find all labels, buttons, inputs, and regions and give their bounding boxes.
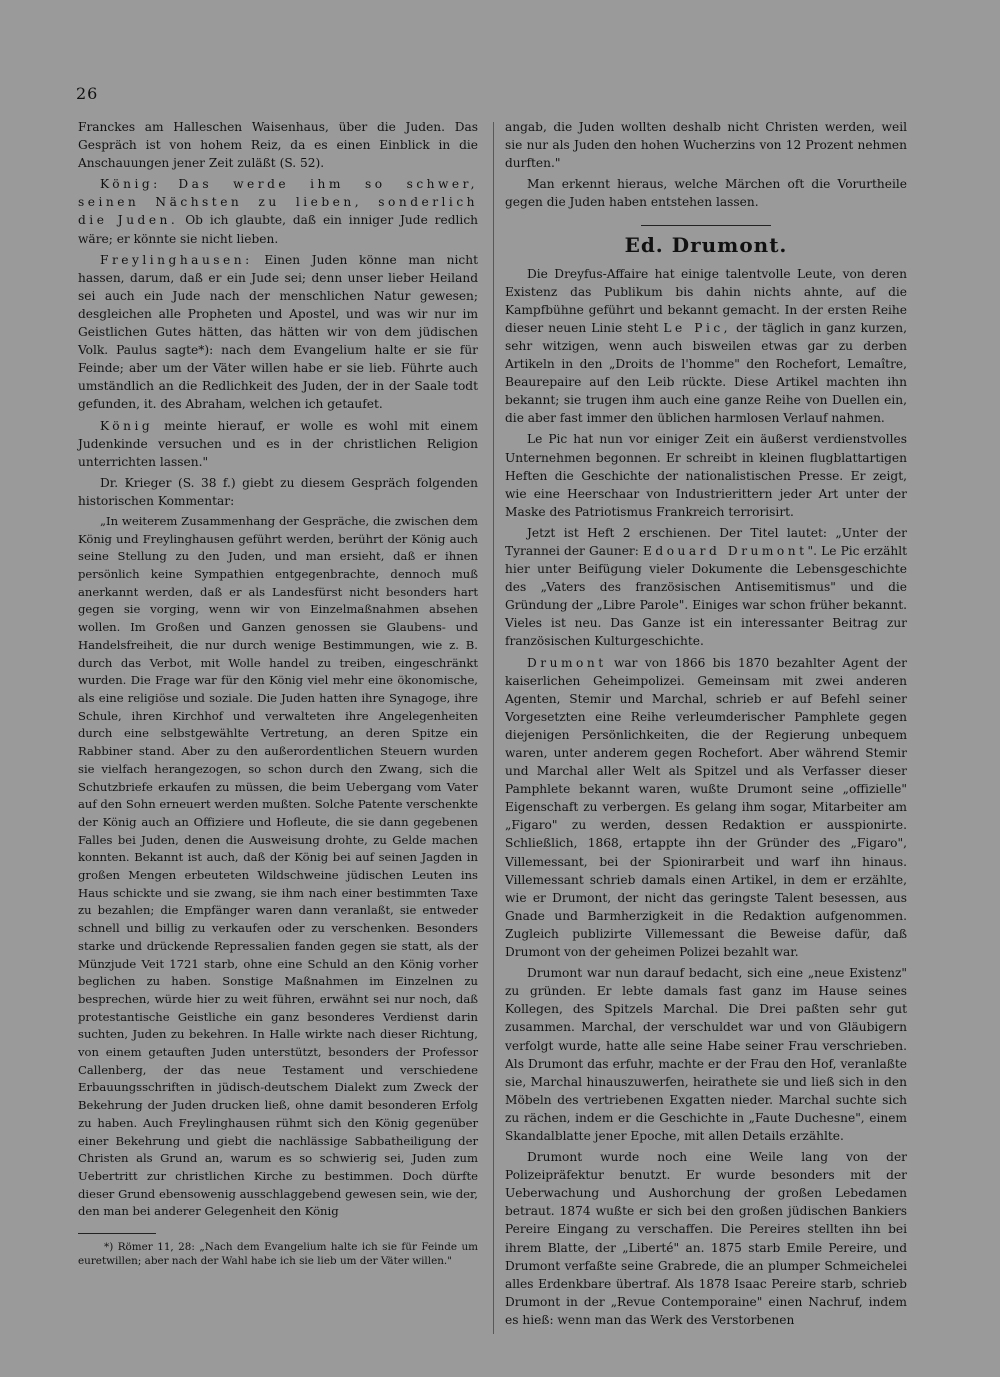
section-heading: Ed. Drumont. <box>624 233 788 258</box>
person-name: Edouard Drumont <box>643 543 808 558</box>
footnote-text: *) Römer 11, 28: „Nach dem Evangelium halte ich sie für Feinde um euretwillen; aber nach der Wahl habe ich sie lieb um der Väter willen." <box>78 1241 478 1268</box>
paragraph-text: Ob ich glaubte, daß ein inniger Jude redlich wäre; er könnte sie nicht lieben. <box>78 213 478 246</box>
paragraph: angab, die Juden wollten deshalb nicht Christen werden, weil sie nur als Juden den hohen Wucherzins von 12 Prozent nehmen durften." <box>505 120 907 171</box>
page-number: 26 <box>76 84 99 103</box>
person-name: Le Pic, <box>663 320 732 335</box>
left-column <box>78 118 478 1268</box>
person-name: Drumont <box>527 655 607 670</box>
paragraph-text: Die Dreyfus-Affaire hat einige talentvolle Leute, von deren Existenz das Publikum bis dahin nichts ahnte, auf die Kampfbühne geführt und bekannt gemacht. In der ersten Reihe dieser neuen Linie steht <box>505 266 907 335</box>
footnote-rule <box>78 1233 156 1234</box>
paragraph-text: war von 1866 bis 1870 bezahlter Agent der kaiserlichen Geheimpolizei. Gemeinsam mit zwei anderen Agenten, Stemir und Marchal, schrieb er auf Befehl seiner Vorgesetzten eine Reihe verleumderischer Pamphlete gegen diejenigen Persönlichkeiten, die der Regierung unbequem waren, unter anderem gegen Rochefort. Aber während Stemir und Marchal aller Welt als Spitzel und als Verfasser dieser Pamphlete bekannt waren, wußte Drumont seine „offizielle" Eigenschaft zu verbergen. Es gelang ihm sogar, Mitarbeiter am „Figaro" zu werden, dessen Redaktion er ausspionirte. Schließlich, 1868, ertappte ihn der Gründer des „Figaro", Villemessant, bei der Spionirarbeit und warf ihn hinaus. Villemessant schrieb damals einen Artikel, in dem er erzählte, wie er Drumont, der nicht das geringste Talent besessen, aus Gnade und Barmherzigkeit in die Redaktion aufgenommen. Zugleich publizirte Villemessant die Beweise dafür, daß Drumont von der geheimen Polizei bezahlt war. <box>505 655 907 960</box>
paragraph-text: ". Le Pic erzählt hier unter Beifügung vieler Dokumente die Lebensgeschichte des „Vaters des französischen Antisemitismus" und die Gründung der „Libre Parole". Einiges war schon früher bekannt. Vieles ist neu. Das Ganze ist ein interessanter Beitrag zur französischen Kulturgeschichte. <box>505 543 907 649</box>
paragraph <box>78 175 478 247</box>
column-divider <box>493 122 494 1334</box>
section-rule <box>641 225 771 226</box>
spaced-text: Das werde ihm so schwer, seinen Nächsten zu lieben, sonderlich die Juden. <box>78 177 479 228</box>
paragraph-text: der täglich in ganz kurzen, sehr witzigen, wenn auch bisweilen etwas gar zu derben Artikeln in den „Droits de l'homme" den Rochefort, Lemaître, Beaurepaire auf den Leib rückte. Diese Artikel machten ihn bekannt; sie trugen ihm auch eine ganze Reihe von Duellen ein, die aber fast immer den üblichen harmlosen Verlauf nahmen. <box>505 320 908 426</box>
block-quote <box>78 513 478 1221</box>
paragraph: Le Pic hat nun vor einiger Zeit ein äußerst verdienstvolles Unternehmen begonnen. Er schreibt in kleinen flugblattartigen Heften die Geschichte der nationalistischen Presse. Er zeigt, wie eine Heerschaar von Industrierittern jeder Art unter der Maske des Patriotismus Frankreich terrorisirt. <box>505 432 907 519</box>
paragraph: Franckes am Halleschen Waisenhaus, über die Juden. Das Gespräch ist von hohem Reiz, da es einen Einblick in die Anschauungen jener Zeit zuläßt (S. 52). <box>78 120 478 171</box>
paragraph-text: Einen Juden könne man nicht hassen, darum, daß er ein Jude sei; denn unser lieber Heiland sei auch ein Jude nach der menschlichen Natur gewesen; desgleichen alle Propheten und Apostel, und was wir nur im Geistlichen Gutes hätten, das hätten wir von dem jüdischen Volk. Paulus sagte*): nach dem Evangelium halte er sie für Feinde; aber um der Väter willen habe er sie lieb. Führte auch umständlich an die Redlichkeit des Juden, der in der Saale todt gefunden, it. des Abraham, welchen ich getaufet. <box>78 252 478 412</box>
footnote <box>78 1240 478 1268</box>
paragraph <box>505 654 907 962</box>
paragraph: Drumont wurde noch eine Weile lang von der Polizeipräfektur benutzt. Er wurde besonders mit der Ueberwachung und Aushorchung der großen Lebedamen betraut. 1874 wußte er sich bei den großen jüdischen Bankiers Pereire Eingang zu verschaffen. Die Pereires stellten ihn bei ihrem Blatte, der „Liberté" an. 1875 starb Emile Pereire, und Drumont verfaßte seine Grabrede, die an plumper Schmeichelei alles Erdenkbare übertraf. Als 1878 Isaac Pereire starb, schrieb Drumont in der „Revue Contemporaine" einen Nachruf, indem es hieß: wenn man das Werk des Verstorbenen <box>505 1150 907 1327</box>
quote-text: „In weiterem Zusammenhang der Gespräche, die zwischen dem König und Freylinghausen geführt werden, berührt der König auch seine Stellung zu den Juden, und man ersieht, daß er ihnen persönlich keine Sympathien entgegenbrachte, dennoch muß anerkannt werden, daß er als Landesfürst nicht besonders hart gegen sie vorging, wenn wir von Einzelmaßnahmen absehen wollen. Im Großen und Ganzen genossen sie Glaubens- und Handelsfreiheit, die nur durch wenige Bestimmungen, wie z. B. durch das Verbot, mit Wolle handel zu treiben, eingeschränkt wurden. Die Frage war für den König viel mehr eine ökonomische, als eine religiöse und soziale. Die Juden hatten ihre Synagoge, ihre Schule, ihren Kirchhof und verwalteten ihre Angelegenheiten durch eine selbstgewählte Vertretung, an deren Spitze ein Rabbiner stand. Aber zu den außerordentlichen Steuern wurden sie vielfach herangezogen, so schon durch den Zwang, sich die Schutzbriefe erkaufen zu müssen, die beim Uebergang vom Vater auf den Sohn erneuert werden mußten. Solche Patente verschenkte der König auch an Offiziere und Hofleute, die sie dann gegebenen Falles bei Juden, denen die Ausweisung drohte, zu Gelde machen konnten. Bekannt ist auch, daß der König bei auf seinen Jagden in großen Mengen erbeuteten Wildschweine jüdischen Leuten ins Haus schickte und sie zwang, sie ihm nach einer bestimmten Taxe zu bezahlen; die Empfänger waren dann veranlaßt, sie entweder schnell und billig zu verkaufen oder zu verschenken. Besonders starke und drückende Repressalien fanden gegen sie statt, als der Münzjude Veit 1721 starb, ohne eine Schuld an den König vorher beglichen zu haben. Sonstige Maßnahmen im Einzelnen zu besprechen, würde hier zu weit führen, erwähnt sei nur noch, daß protestantische Geistliche ein ganz besonderes Verdienst darin suchten, Juden zu bekehren. In Halle wirkte nach dieser Richtung, von einem getauften Juden unterstützt, besonders der Professor Callenberg, der das neue Testament und verschiedene Erbauungsschriften in jüdisch-deutschem Dialekt zum Zweck der Bekehrung der Juden drucken ließ, ohne damit besonderen Erfolg zu haben. Auch Freylinghausen rühmt sich den König gegenüber einer Bekehrung und giebt die nachlässige Sabbatheiligung der Christen als Grund an, warum es so schwierig sei, Juden zum Uebertritt zur christlichen Kirche zu bestimmen. Doch dürfte dieser Grund ebensowenig ausschlaggebend gewesen sein, wie der, den man bei anderer Gelegenheit den König <box>78 513 478 1219</box>
paragraph: Dr. Krieger (S. 38 f.) giebt zu diesem Gespräch folgenden historischen Kommentar: <box>78 475 478 508</box>
paragraph-text: meinte hierauf, er wolle es wohl mit einem Judenkinde versuchen und es in der christlichen Religion unterrichten lassen." <box>78 418 478 469</box>
speaker-name: König: <box>100 177 161 192</box>
paragraph <box>78 251 478 414</box>
speaker-name: Freylinghausen: <box>100 252 253 267</box>
right-column <box>505 118 907 1332</box>
paragraph: Man erkennt hieraus, welche Märchen oft die Vorurtheile gegen die Juden haben entstehen lassen. <box>505 177 907 210</box>
speaker-name: König <box>100 418 154 433</box>
paragraph <box>78 417 478 471</box>
paragraph: Drumont war nun darauf bedacht, sich eine „neue Existenz" zu gründen. Er lebte damals fast ganz im Hause seines Kollegen, des Spitzels Marchal. Die Drei paßten sehr gut zusammen. Marchal, der verschuldet war und von Gläubigern verfolgt wurde, hatte alle seine Habe seiner Frau verschrieben. Als Drumont das erfuhr, machte er der Frau den Hof, veranlaßte sie, Marchal hinauszuwerfen, heirathete sie und ließ sich in den Möbeln des vertriebenen Exgatten nieder. Marchal suchte sich zu rächen, indem er die Geschichte in „Faute Duchesne", einem Skandalblatte jener Epoche, mit allen Details erzählte. <box>505 966 907 1143</box>
paragraph-text: Jetzt ist Heft 2 erschienen. Der Titel lautet: „Unter der Tyrannei der Gauner: <box>505 525 907 558</box>
paragraph <box>505 265 907 428</box>
paragraph <box>505 524 907 651</box>
